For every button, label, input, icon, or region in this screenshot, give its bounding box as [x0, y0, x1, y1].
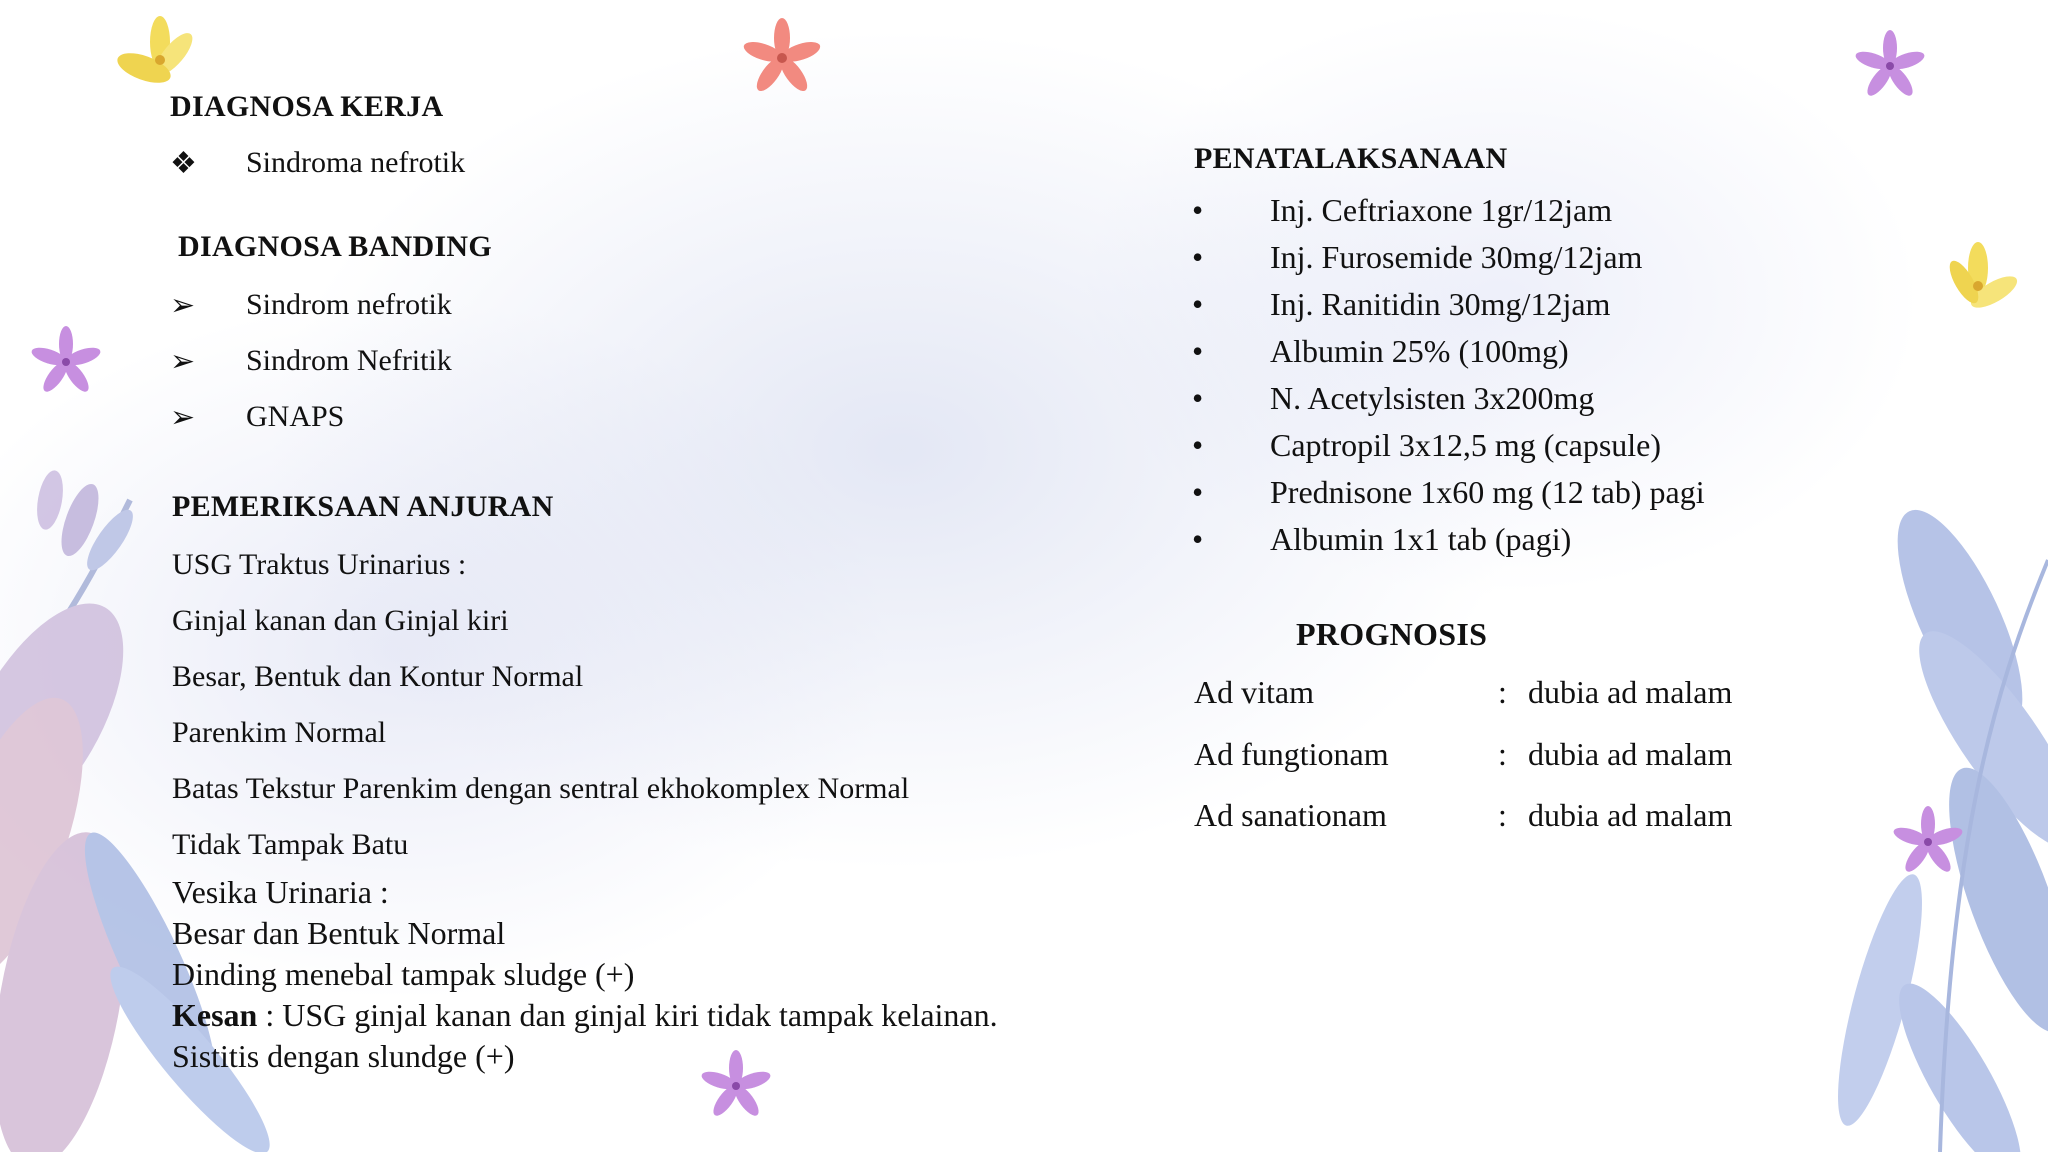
- prognosis-value: dubia ad malam: [1528, 674, 1733, 710]
- flower-yellow-right: [1944, 242, 2021, 314]
- pemeriksaan-line: Ginjal kanan dan Ginjal kiri: [172, 604, 509, 637]
- flower-pink-top: [741, 18, 822, 95]
- pemeriksaan-line: Parenkim Normal: [172, 716, 387, 749]
- pemeriksaan-line: Besar dan Bentuk Normal: [172, 915, 506, 951]
- penatalaksanaan-item: Prednisone 1x60 mg (12 tab) pagi: [1270, 474, 1705, 510]
- penatalaksanaan-bullet: •: [1192, 333, 1204, 369]
- pemeriksaan-line: Vesika Urinaria :: [172, 874, 389, 910]
- prognosis-label: Ad fungtionam: [1194, 736, 1389, 772]
- kesan-line: [172, 997, 998, 1034]
- pemeriksaan-line: Tidak Tampak Batu: [172, 828, 409, 861]
- kesan-text: : USG ginjal kanan dan ginjal kiri tidak tampak kelainan.: [257, 997, 998, 1033]
- penatalaksanaan-bullet: •: [1192, 192, 1204, 228]
- penatalaksanaan-item: Captropil 3x12,5 mg (capsule): [1270, 427, 1662, 463]
- diagnosa-banding-item: Sindrom nefrotik: [246, 288, 452, 321]
- prognosis-separator: :: [1498, 797, 1507, 833]
- prognosis-label: Ad sanationam: [1194, 797, 1387, 833]
- flower-purple-bottom: [700, 1050, 773, 1119]
- prognosis-separator: :: [1498, 736, 1507, 772]
- penatalaksanaan-item: Albumin 1x1 tab (pagi): [1270, 521, 1572, 557]
- pemeriksaan-line: Batas Tekstur Parenkim dengan sentral ekhokomplex Normal: [172, 772, 910, 805]
- diagnosa-kerja-item: Sindroma nefrotik: [246, 146, 466, 179]
- penatalaksanaan-heading: PENATALAKSANAAN: [1194, 142, 1508, 175]
- prognosis-separator: :: [1498, 674, 1507, 710]
- flower-purple-left: [30, 326, 103, 395]
- pemeriksaan-line: USG Traktus Urinarius :: [172, 548, 467, 581]
- pemeriksaan-anjuran-heading: PEMERIKSAAN ANJURAN: [172, 490, 554, 523]
- penatalaksanaan-item: N. Acetylsisten 3x200mg: [1270, 380, 1595, 416]
- prognosis-value: dubia ad malam: [1528, 797, 1733, 833]
- diagnosa-banding-bullet: ➢: [170, 401, 196, 434]
- penatalaksanaan-item: Inj. Ranitidin 30mg/12jam: [1270, 286, 1611, 322]
- penatalaksanaan-item: Albumin 25% (100mg): [1270, 333, 1569, 369]
- prognosis-label: Ad vitam: [1194, 674, 1314, 710]
- penatalaksanaan-bullet: •: [1192, 286, 1204, 322]
- pemeriksaan-last-line: Sistitis dengan slundge (+): [172, 1038, 515, 1074]
- flower-yellow-top-left: [114, 16, 199, 89]
- diagnosa-banding-bullet: ➢: [170, 289, 196, 322]
- diagnosa-banding-heading: DIAGNOSA BANDING: [178, 230, 493, 263]
- diagnosa-banding-bullet: ➢: [170, 345, 196, 378]
- diagnosa-banding-item: GNAPS: [246, 400, 345, 433]
- kesan-label: Kesan: [172, 997, 258, 1033]
- diagnosa-banding-item: Sindrom Nefritik: [246, 344, 452, 377]
- penatalaksanaan-bullet: •: [1192, 521, 1204, 557]
- penatalaksanaan-bullet: •: [1192, 380, 1204, 416]
- pemeriksaan-line: Besar, Bentuk dan Kontur Normal: [172, 660, 584, 693]
- diagnosa-kerja-heading: DIAGNOSA KERJA: [170, 90, 444, 123]
- diagnosa-kerja-bullet: ❖: [170, 147, 197, 180]
- pemeriksaan-line: Dinding menebal tampak sludge (+): [172, 956, 635, 992]
- penatalaksanaan-item: Inj. Furosemide 30mg/12jam: [1270, 239, 1643, 275]
- prognosis-value: dubia ad malam: [1528, 736, 1733, 772]
- flower-purple-top-right: [1854, 30, 1927, 99]
- prognosis-heading: PROGNOSIS: [1296, 616, 1488, 652]
- penatalaksanaan-item: Inj. Ceftriaxone 1gr/12jam: [1270, 192, 1613, 228]
- penatalaksanaan-bullet: •: [1192, 427, 1204, 463]
- penatalaksanaan-bullet: •: [1192, 474, 1204, 510]
- penatalaksanaan-bullet: •: [1192, 239, 1204, 275]
